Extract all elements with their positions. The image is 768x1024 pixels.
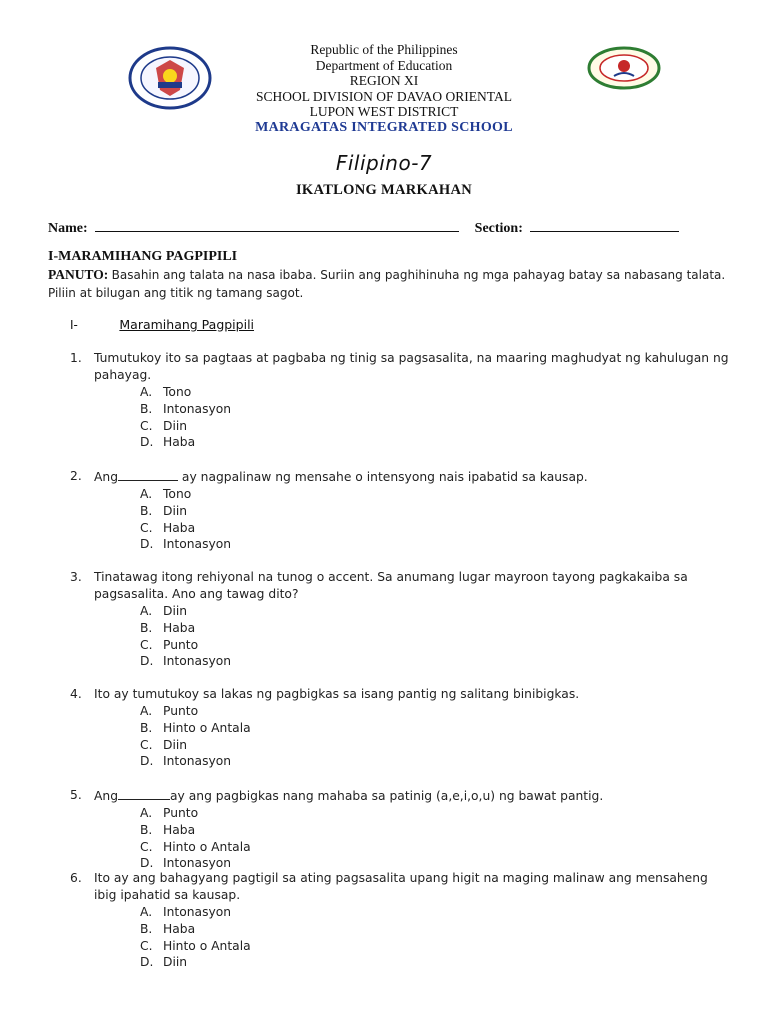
question-text: Tinatawag itong rehiyonal na tunog o accent. Sa anumang lugar mayroon tayong pagkakaiba sa pagsasalita. Ano ang tawag dito? (94, 570, 688, 601)
question-number: 4. (70, 687, 82, 701)
question-5 (70, 787, 730, 872)
header-line: SCHOOL DIVISION OF DAVAO ORIENTAL (256, 88, 512, 104)
header-line: Republic of the Philippines (310, 42, 458, 57)
option-b[interactable]: B. Diin (140, 503, 188, 518)
question-text: Ito ay ang bahagyang pagtigil sa ating pagsasalita upang higit na maging malinaw ang mensaheng ibig ipahatid sa kausap. (94, 871, 708, 902)
part-heading (70, 317, 254, 333)
question-text: Ang ay ang pagbigkas nang mahaba sa patinig (a,e,i,o,u) ng bawat pantig. (94, 789, 604, 803)
option-a[interactable]: A. Tono (140, 385, 192, 399)
option-b[interactable]: B. Hinto o Antala (140, 720, 251, 735)
instructions (48, 266, 728, 302)
name-field[interactable] (95, 217, 459, 232)
option-b[interactable]: B. Intonasyon (140, 401, 232, 416)
option-c[interactable]: C. Diin (140, 737, 188, 752)
option-d[interactable]: D. Diin (140, 955, 188, 970)
section-field[interactable] (530, 217, 679, 232)
subject-title: Filipino-7 (335, 151, 433, 175)
instructions-label: PANUTO: (48, 267, 109, 282)
question-text: Ang ay nagpalinaw ng mensahe o intensyong nais ipabatid sa kausap. (94, 470, 588, 484)
answer-blank[interactable] (118, 468, 178, 481)
option-b[interactable]: B. Haba (140, 620, 196, 635)
question-number: 1. (70, 351, 82, 365)
section-heading: I-MARAMIHANG PAGPIPILI (48, 249, 238, 264)
question-number: 5. (70, 788, 82, 802)
question-4 (70, 686, 730, 770)
name-label: Name: (48, 221, 88, 236)
instructions-text: Basahin ang talata na nasa ibaba. Suriin ang paghihinuha ng mga pahayag batay sa nabasang talata. Piliin at bilugan ang titik ng tamang sagot. (48, 268, 726, 300)
question-text: Ito ay tumutukoy sa lakas ng pagbigkas sa isang pantig ng salitang binibigkas. (94, 687, 580, 701)
header-line: Department of Education (315, 57, 453, 73)
school-name: MARAGATAS INTEGRATED SCHOOL (255, 119, 513, 135)
student-info-row (48, 217, 679, 237)
option-c[interactable]: C. Haba (140, 520, 196, 535)
part-number: I- (70, 318, 78, 332)
option-d[interactable]: D. Intonasyon (140, 537, 232, 552)
option-c[interactable]: C. Diin (140, 418, 188, 433)
option-a[interactable]: A. Punto (140, 806, 199, 820)
option-c[interactable]: C. Hinto o Antala (140, 938, 251, 953)
option-d[interactable]: D. Intonasyon (140, 856, 232, 871)
question-number: 2. (70, 469, 82, 483)
quarter-title: IKATLONG MARKAHAN (295, 182, 472, 198)
option-c[interactable]: C. Punto (140, 637, 199, 652)
question-6 (70, 870, 730, 971)
document-header (0, 42, 768, 136)
option-a[interactable]: A. Diin (140, 604, 188, 618)
question-number: 6. (70, 871, 82, 885)
option-b[interactable]: B. Haba (140, 822, 196, 837)
section-label: Section: (474, 221, 523, 236)
option-a[interactable]: A. Intonasyon (140, 905, 232, 919)
option-d[interactable]: D. Intonasyon (140, 754, 232, 769)
header-line: LUPON WEST DISTRICT (309, 104, 459, 120)
part-title: Maramihang Pagpipili (119, 317, 255, 332)
question-1 (70, 350, 730, 451)
answer-blank[interactable] (118, 787, 170, 800)
option-d[interactable]: D. Haba (140, 435, 196, 450)
option-b[interactable]: B. Haba (140, 921, 196, 936)
option-c[interactable]: C. Hinto o Antala (140, 839, 251, 854)
option-d[interactable]: D. Intonasyon (140, 654, 232, 669)
option-a[interactable]: A. Punto (140, 704, 199, 718)
question-2 (70, 468, 730, 553)
question-3 (70, 569, 730, 670)
question-text: Tumutukoy ito sa pagtaas at pagbaba ng tinig sa pagsasalita, na maaring maghudyat ng kahulugan ng pahayag. (94, 351, 729, 382)
question-number: 3. (70, 570, 82, 584)
header-line: REGION XI (349, 73, 419, 89)
option-a[interactable]: A. Tono (140, 487, 192, 501)
